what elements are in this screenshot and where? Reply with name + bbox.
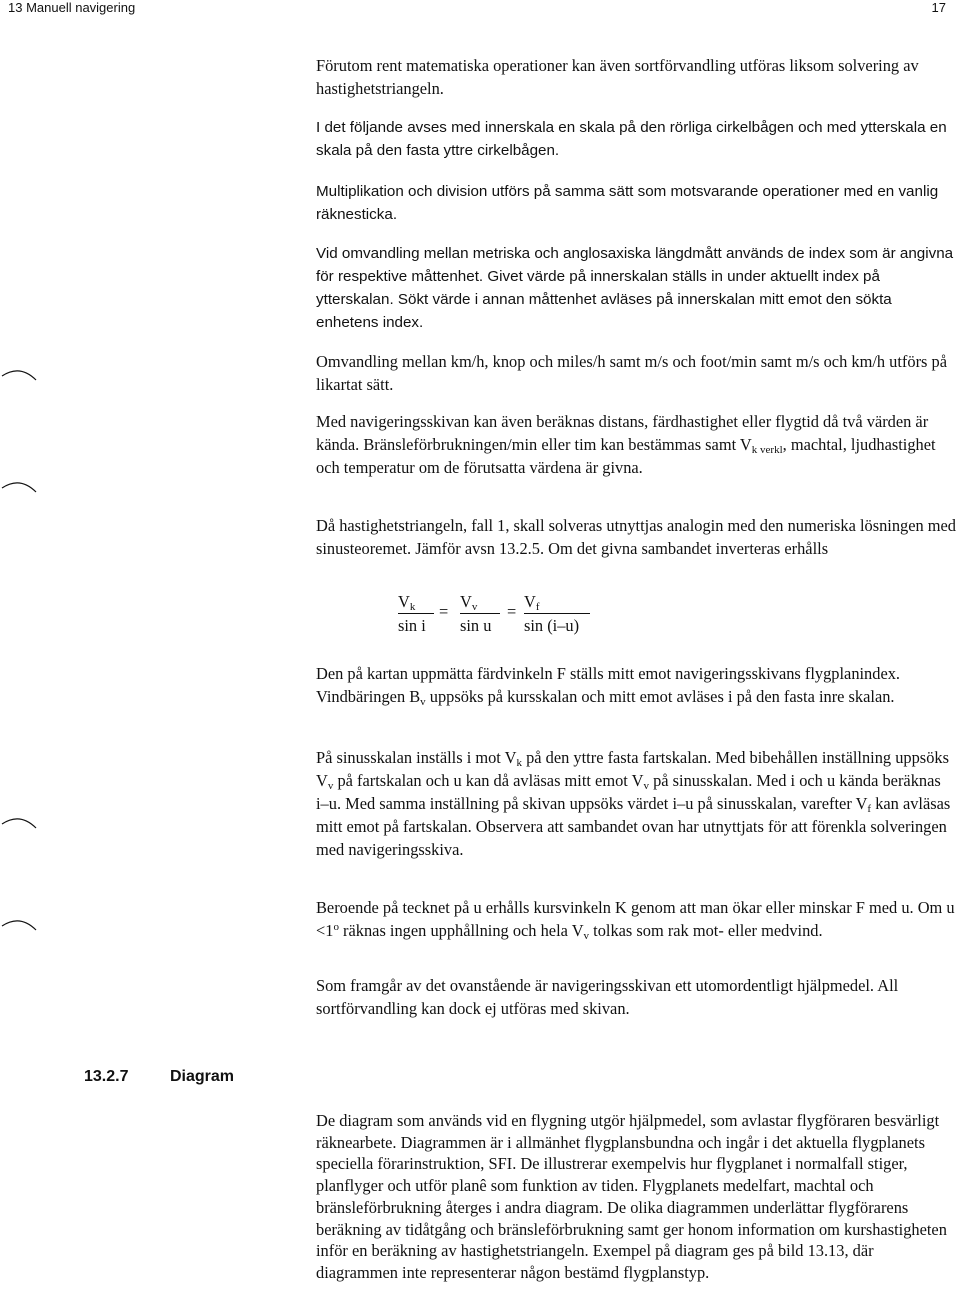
paragraph-12: De diagram som används vid en flygning utgör hjälpmedel, som avlastar flygföraren besvärligt räknearbete. Diagrammen är i allmänhet flygplansbundna och ingår i det aktuella flygplanets speciella förarinstruktion, SFI. De illustrerar exempelvis hur flygplanet i normalfall stiger, planflyger och utför planê som funktion av tiden. Flygplanets medelfart, machtal och bränsleförbrukning återges i andra diagram. De olika diagrammen underlättar flygförarens beräkning av tidåtgång och bränsleförbrukning samt ger honom information om kurshastigheten inför en beräkning av hastighetstriangeln. Exempel på diagram ges på bild 13.13, där diagrammen inte representerar någon bestämd flygplanstyp.	[316, 1111, 947, 1282]
fraction-vf: $\frac{V_f}{\sin (i-u)}$	[524, 592, 590, 636]
fraction-vv: $\frac{V_v}{\text{sin u}}$	[460, 592, 500, 636]
running-header-chapter: 13 Manuell navigering	[8, 0, 136, 15]
paragraph-1: Förutom rent matematiska operationer kan även sortförvandling utföras liksom solvering av hastighetstriangeln.	[316, 56, 919, 98]
section-title: Diagram	[170, 1068, 235, 1085]
paragraph-8: Den på kartan uppmätta färdvinkeln F ställs mitt emot navigeringsskivans flygplanindex. Vindbäringen $B_v$ uppsöks på kursskalan och mitt emot avläses i på den fasta inre skalan.	[316, 664, 901, 708]
margin-mark	[0, 476, 40, 496]
paragraph-9: På sinusskalan inställs i mot $V_k$ på den yttre fasta fartskalan. Med bibehållen inställning uppsöks $V_v$ på fartskalan och u kan då avläsas mitt emot $V_v$ på sinusskalan. Med i och u kända beräknas i–u. Med samma inställning på skivan uppsöks värdet i–u på sinusskalan, varefter $V_f$ kan avläsas mitt emot på fartskalan. Observera att sambandet ovan har utnyttjats för att förenkla solveringen med navigeringsskiva.	[316, 748, 951, 859]
paragraph-5: Omvandling mellan km/h, knop och miles/h samt m/s och foot/min samt m/s och km/h utförs på likartat sätt.	[316, 352, 947, 394]
paragraph-2: I det följande avses med innerskala en skala på den rörliga cirkelbågen och med ytterskala en skala på den fasta yttre cirkelbågen.	[316, 119, 947, 159]
page-number: 17	[931, 0, 946, 15]
paragraph-7: Då hastighetstriangeln, fall 1, skall solveras utnyttjas analogin med den numeriska lösningen med sinusteoremet. Jämför avsn 13.2.5. Om det givna sambandet inverteras erhålls	[316, 516, 957, 558]
margin-mark	[0, 364, 40, 384]
margin-mark	[0, 812, 40, 832]
paragraph-10: Beroende på tecknet på u erhålls kursvinkeln K genom att man ökar eller minskar F med u. Om $u <1^o$ räknas ingen upphållning och hela $V_v$ tolkas som rak mot- eller medvind.	[316, 898, 955, 942]
section-number: 13.2.7	[84, 1068, 129, 1085]
fraction-vk: $\frac{V_k}{\text{sin i}}$	[398, 592, 434, 636]
paragraph-4: Vid omvandling mellan metriska och anglosaxiska längdmått används de index som är angivna för respektive måttenhet. Givet värde på innerskalan ställs in under aktuellt index på ytterskalan. Sökt värde i annan måttenhet avläses på innerskalan mitt emot den sökta enhetens index.	[316, 245, 954, 331]
paragraph-3: Multiplikation och division utförs på samma sätt som motsvarande operationer med en vanlig räknesticka.	[316, 183, 939, 223]
paragraph-11: Som framgår av det ovanstående är navigeringsskivan ett utomordentligt hjälpmedel. All sortförvandling kan dock ej utföras med skivan.	[316, 976, 899, 1018]
paragraph-6: Med navigeringsskivan kan även beräknas distans, färdhastighet eller flygtid då två värden är kända. Bränsleförbrukningen/min eller tim kan bestämmas samt $V_{k verkl}$, machtal, ljudhastighet och temperatur om de förutsatta värdena är givna.	[316, 412, 936, 477]
margin-mark	[0, 914, 40, 934]
